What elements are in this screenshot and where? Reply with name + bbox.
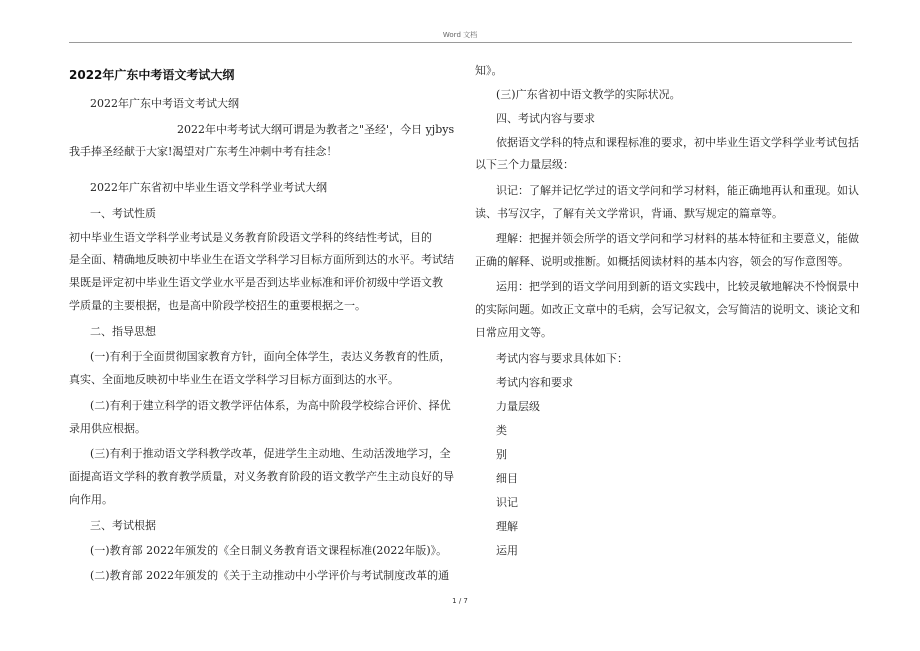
paragraph-line: (一)教育部 2022年颁发的《全日制义务教育语文课程标准(2022年版)》。 — [90, 544, 448, 557]
document-title: 2022年广东中考语文考试大纲 — [69, 68, 235, 82]
header-label: Word 文档 — [442, 31, 478, 39]
section-heading: 一、考试性质 — [90, 207, 156, 220]
paragraph-line: (三)广东省初中语文教学的实际状况。 — [496, 88, 681, 101]
paragraph-line: 学质量的主要根据，也是高中阶段学校招生的重要根据之一。 — [69, 299, 366, 312]
paragraph-line: 真实、全面地反映初中毕业生在语文学科学习目标方面到达的水平。 — [69, 373, 399, 386]
paragraph-line: 是全面、精确地反映初中毕业生在语文学科学习目标方面所到达的水平。考试结 — [69, 253, 454, 266]
table-cell: 别 — [496, 448, 507, 461]
paragraph-line: 读、书写汉字，了解有关文学常识，背诵、默写规定的篇章等。 — [475, 207, 783, 220]
subtitle-line: 2022年广东中考语文考试大纲 — [90, 97, 239, 110]
table-cell: 细目 — [496, 472, 518, 485]
page-number: 1 / 7 — [452, 597, 468, 605]
section-heading: 三、考试根据 — [90, 519, 156, 532]
paragraph-line: 的实际问题。如改正文章中的毛病，会写记叙文，会写简洁的说明文、谈论文和 — [475, 303, 860, 316]
intro-line: 2022年中考考试大纲可谓是为教者之"圣经'，今日 yjbys — [177, 123, 455, 136]
paragraph-line: 正确的解释、说明或推断。如概括阅读材料的基本内容，领会的写作意图等。 — [475, 255, 849, 268]
header-divider — [69, 42, 852, 43]
paragraph-line: 日常应用文等。 — [475, 326, 552, 339]
paragraph-line: 运用：把学到的语文学问用到新的语文实践中，比较灵敏地解决不怜悯景中 — [496, 280, 859, 293]
paragraph-line: 知》。 — [475, 64, 503, 77]
paragraph-line: 果既是评定初中毕业生语文学业水平是否到达毕业标准和评价初级中学语文教 — [69, 276, 443, 289]
table-cell: 理解 — [496, 520, 518, 533]
paragraph-line: 初中毕业生语文学科学业考试是义务教育阶段语文学科的终结性考试，目的 — [69, 231, 432, 244]
paragraph-line: (二)有利于建立科学的语文教学评估体系，为高中阶段学校综合评价、择优 — [90, 399, 451, 412]
table-cell: 识记 — [496, 496, 518, 509]
paragraph-line: (三)有利于推动语文学科教学改革，促进学生主动地、生动活泼地学习，全 — [90, 447, 451, 460]
paragraph-line: 识记：了解并记忆学过的语文学问和学习材料，能正确地再认和重现。如认 — [496, 184, 859, 197]
paragraph-line: 录用供应根据。 — [69, 422, 146, 435]
paragraph-line: 面提高语文学科的教育教学质量，对义务教育阶段的语文教学产生主动良好的导 — [69, 470, 454, 483]
table-cell: 力量层级 — [496, 400, 540, 413]
paragraph-line: 依据语文学科的特点和课程标准的要求，初中毕业生语文学科学业考试包括 — [496, 136, 859, 149]
paragraph-line: 以下三个力量层级： — [475, 158, 574, 171]
paragraph-line: 考试内容与要求具体如下： — [496, 352, 628, 365]
paragraph-line: (一)有利于全面贯彻国家教育方针，面向全体学生，表达义务教育的性质， — [90, 350, 451, 363]
table-heading: 考试内容和要求 — [496, 376, 573, 389]
section-heading: 二、指导思想 — [90, 325, 156, 338]
intro-line: 我手捧圣经献于大家!渴望对广东考生冲刺中考有挂念！ — [69, 145, 338, 158]
table-cell: 运用 — [496, 544, 518, 557]
paragraph-line: (二)教育部 2022年颁发的《关于主动推动中小学评价与考试制度改革的通 — [90, 569, 450, 582]
section-heading: 四、考试内容与要求 — [496, 112, 595, 125]
paragraph-line: 向作用。 — [69, 493, 113, 506]
table-cell: 类 — [496, 424, 507, 437]
paragraph-line: 理解：把握并领会所学的语文学问和学习材料的基本特征和主要意义，能做 — [496, 232, 859, 245]
outline-title: 2022年广东省初中毕业生语文学科学业考试大纲 — [90, 181, 327, 194]
